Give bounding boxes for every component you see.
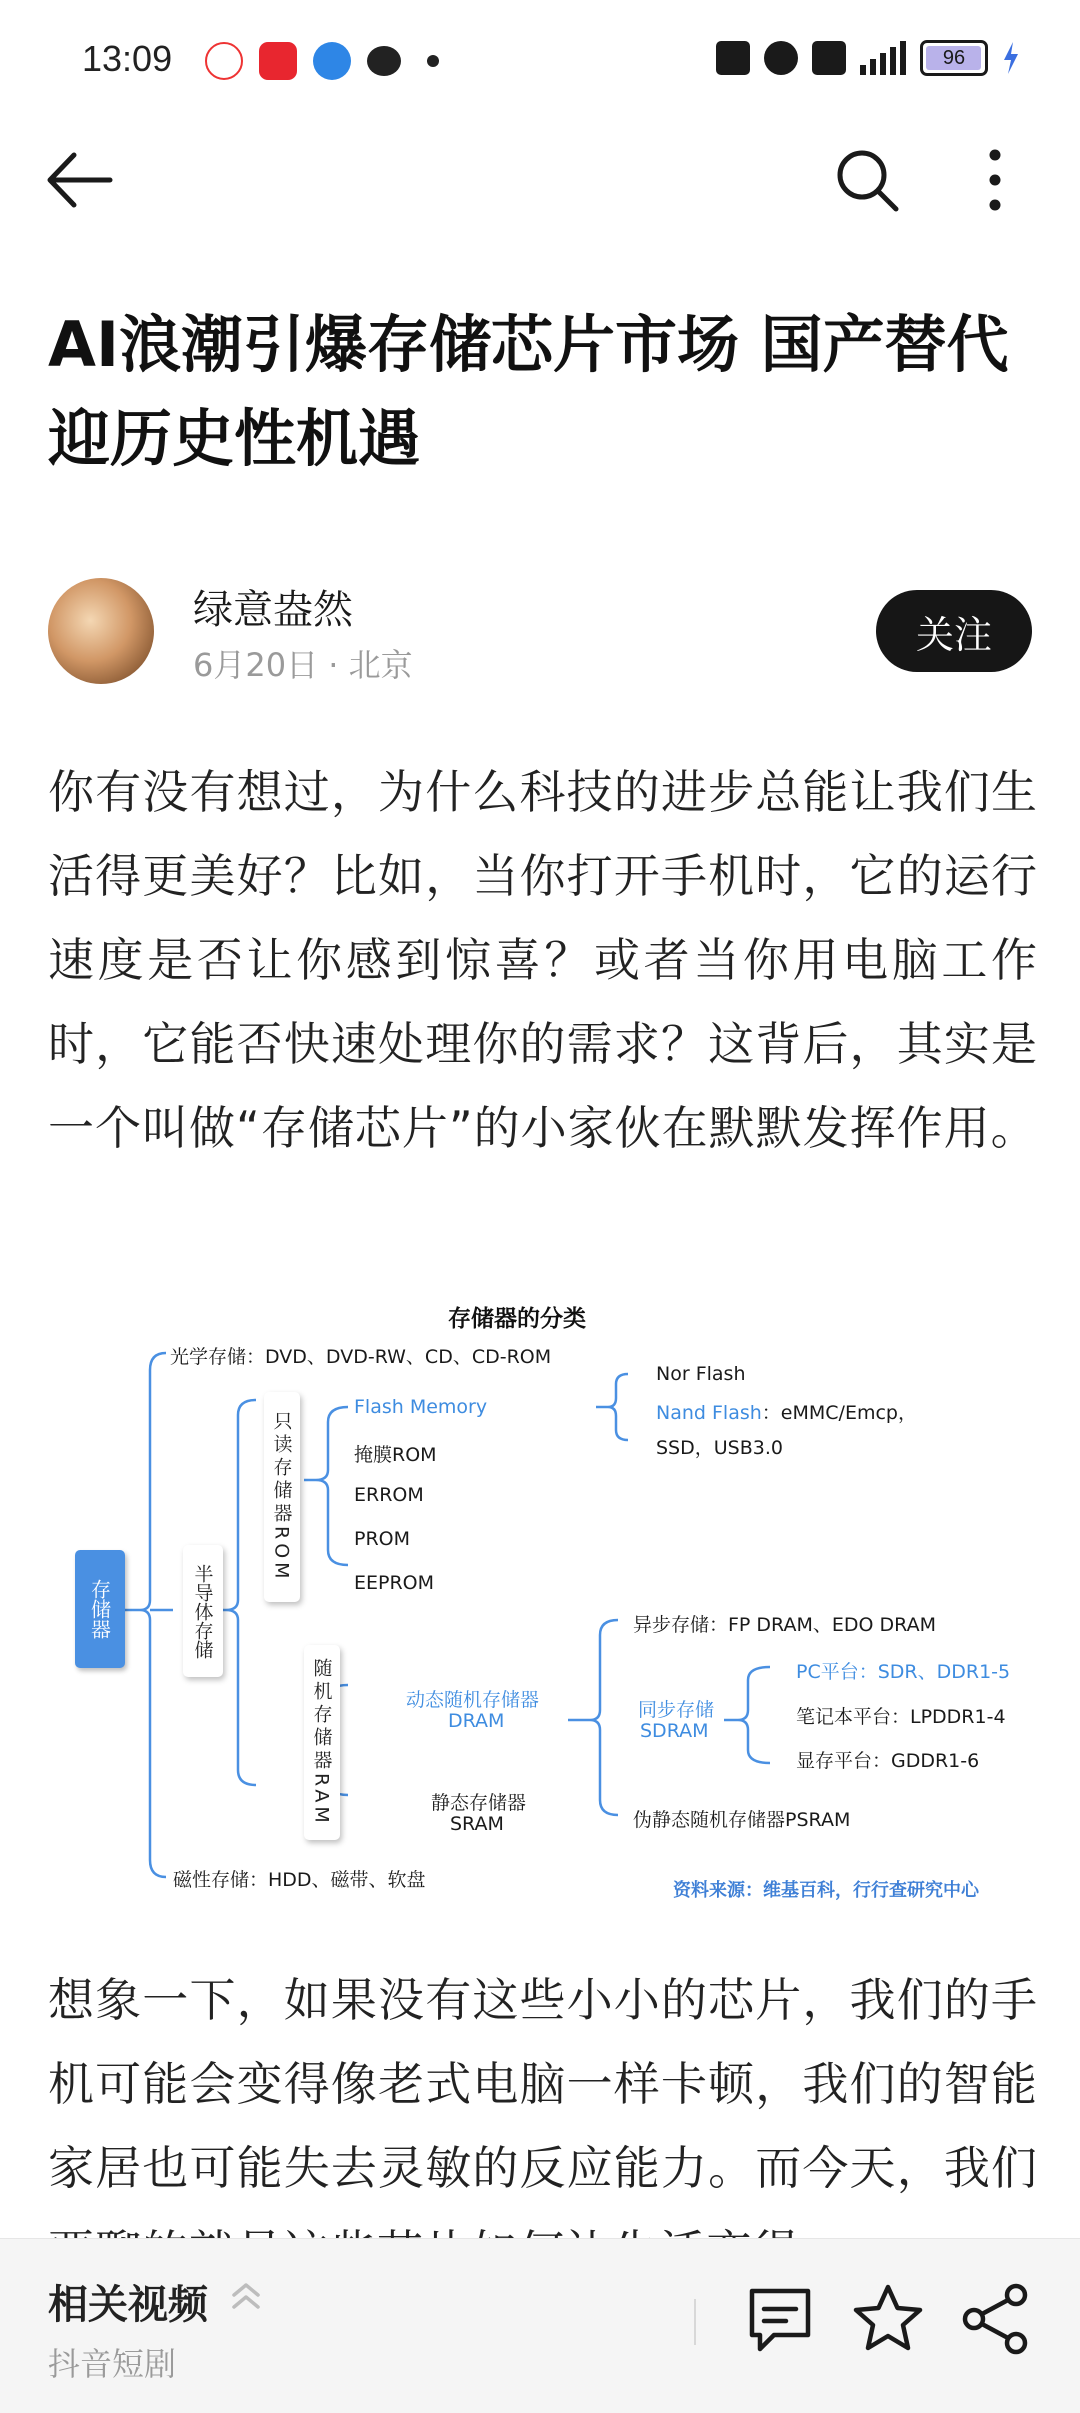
diagram-nand-detail: ：eMMC/Emcp， bbox=[761, 1402, 917, 1424]
meta-separator: · bbox=[328, 646, 339, 684]
publish-date: 6月20日 bbox=[193, 646, 319, 684]
diagram-prom: PROM bbox=[354, 1528, 411, 1550]
battery-icon bbox=[920, 40, 988, 76]
favorite-star-icon[interactable] bbox=[848, 2279, 928, 2359]
map-app-icon bbox=[205, 42, 243, 80]
battery-level: 96 bbox=[942, 46, 966, 69]
article-paragraph: 你有没有想过，为什么科技的进步总能让我们生活得更美好？比如，当你打开手机时，它的运行速度是否让你感到惊喜？或者当你用电脑工作时，它能否快速处理你的需求？这背后，其实是一个叫做“存储芯片”的小家伙在默默发挥作用。 bbox=[48, 765, 1038, 1155]
diagram-ram: 随机存储器RAM bbox=[304, 1645, 340, 1840]
status-bar bbox=[0, 0, 1080, 125]
diagram-dram-1: 动态随机存储器 bbox=[406, 1689, 540, 1711]
hd-icon bbox=[812, 41, 846, 75]
diagram-async: 异步存储：FP DRAM、EDO DRAM bbox=[633, 1614, 936, 1636]
status-time: 13:09 bbox=[82, 38, 173, 79]
nfc-icon bbox=[716, 41, 750, 75]
article-title: AI浪潮引爆存储芯片市场 国产替代迎历史性机遇 bbox=[48, 308, 1009, 475]
diagram-rom: 只读存储器ROM bbox=[264, 1392, 300, 1602]
diagram-nor-flash: Nor Flash bbox=[656, 1363, 746, 1385]
storage-classification-diagram[interactable] bbox=[48, 1280, 1038, 1916]
share-icon[interactable] bbox=[956, 2279, 1036, 2359]
search-icon[interactable] bbox=[828, 145, 908, 215]
action-divider bbox=[694, 2299, 696, 2345]
diagram-gpu: 显存平台：GDDR1-6 bbox=[796, 1750, 980, 1772]
diagram-root-node: 存储器 bbox=[75, 1550, 125, 1668]
diagram-title: 存储器的分类 bbox=[448, 1306, 586, 1332]
diagram-sram-2: SRAM bbox=[450, 1813, 504, 1835]
signal-icon bbox=[860, 41, 906, 75]
diagram-mask-rom: 掩膜ROM bbox=[354, 1444, 437, 1466]
top-nav bbox=[0, 125, 1080, 235]
author-meta bbox=[193, 640, 413, 686]
alarm-icon bbox=[764, 41, 798, 75]
diagram-sram-1: 静态存储器 bbox=[431, 1792, 527, 1814]
system-icons bbox=[716, 40, 1020, 76]
cloud-app-icon bbox=[313, 42, 351, 80]
chevron-up-icon[interactable] bbox=[228, 2279, 264, 2313]
diagram-errom: ERROM bbox=[354, 1484, 424, 1506]
diagram-laptop: 笔记本平台：LPDDR1-4 bbox=[796, 1706, 1006, 1728]
diagram-optical: 光学存储：DVD、DVD-RW、CD、CD-ROM bbox=[170, 1346, 552, 1368]
more-icon[interactable] bbox=[960, 145, 1030, 215]
comment-icon[interactable] bbox=[740, 2279, 820, 2359]
charging-icon bbox=[1002, 42, 1020, 74]
related-videos-subtitle[interactable]: 抖音短剧 bbox=[48, 2345, 177, 2383]
diagram-nand-flash: Nand Flash bbox=[656, 1402, 762, 1424]
diagram-source: 资料来源：维基百科，行行查研究中心 bbox=[673, 1880, 979, 1901]
more-notifications-icon bbox=[427, 55, 439, 67]
wechat-icon bbox=[367, 46, 401, 76]
diagram-psram: 伪静态随机存储器PSRAM bbox=[633, 1809, 851, 1831]
diagram-magnetic: 磁性存储：HDD、磁带、软盘 bbox=[173, 1869, 426, 1891]
diagram-dram-2: DRAM bbox=[448, 1710, 505, 1732]
publish-location: 北京 bbox=[348, 646, 413, 684]
diagram-nand-detail-2: SSD，USB3.0 bbox=[656, 1437, 783, 1459]
follow-button[interactable]: 关注 bbox=[876, 590, 1032, 672]
back-icon[interactable] bbox=[40, 147, 120, 213]
article-paragraph: 想象一下，如果没有这些小小的芯片，我们的手机可能会变得像老式电脑一样卡顿，我们的智能家居也可能失去灵敏的反应能力。而今天，我们 bbox=[48, 1973, 1038, 2195]
bottom-action-bar bbox=[0, 2238, 1080, 2413]
author-name[interactable]: 绿意盎然 bbox=[193, 587, 353, 633]
diagram-sync-2: SDRAM bbox=[640, 1720, 709, 1742]
related-videos-title[interactable]: 相关视频 bbox=[48, 2282, 208, 2328]
author-avatar[interactable] bbox=[48, 578, 154, 684]
diagram-sync-1: 同步存储 bbox=[638, 1699, 715, 1721]
diagram-eeprom: EEPROM bbox=[354, 1572, 435, 1594]
diagram-flash-memory: Flash Memory bbox=[354, 1396, 488, 1418]
diagram-semiconductor: 半导体存储 bbox=[183, 1545, 223, 1677]
notification-icons bbox=[205, 42, 439, 80]
video-app-icon bbox=[259, 42, 297, 80]
diagram-pc: PC平台：SDR、DDR1-5 bbox=[796, 1661, 1011, 1683]
